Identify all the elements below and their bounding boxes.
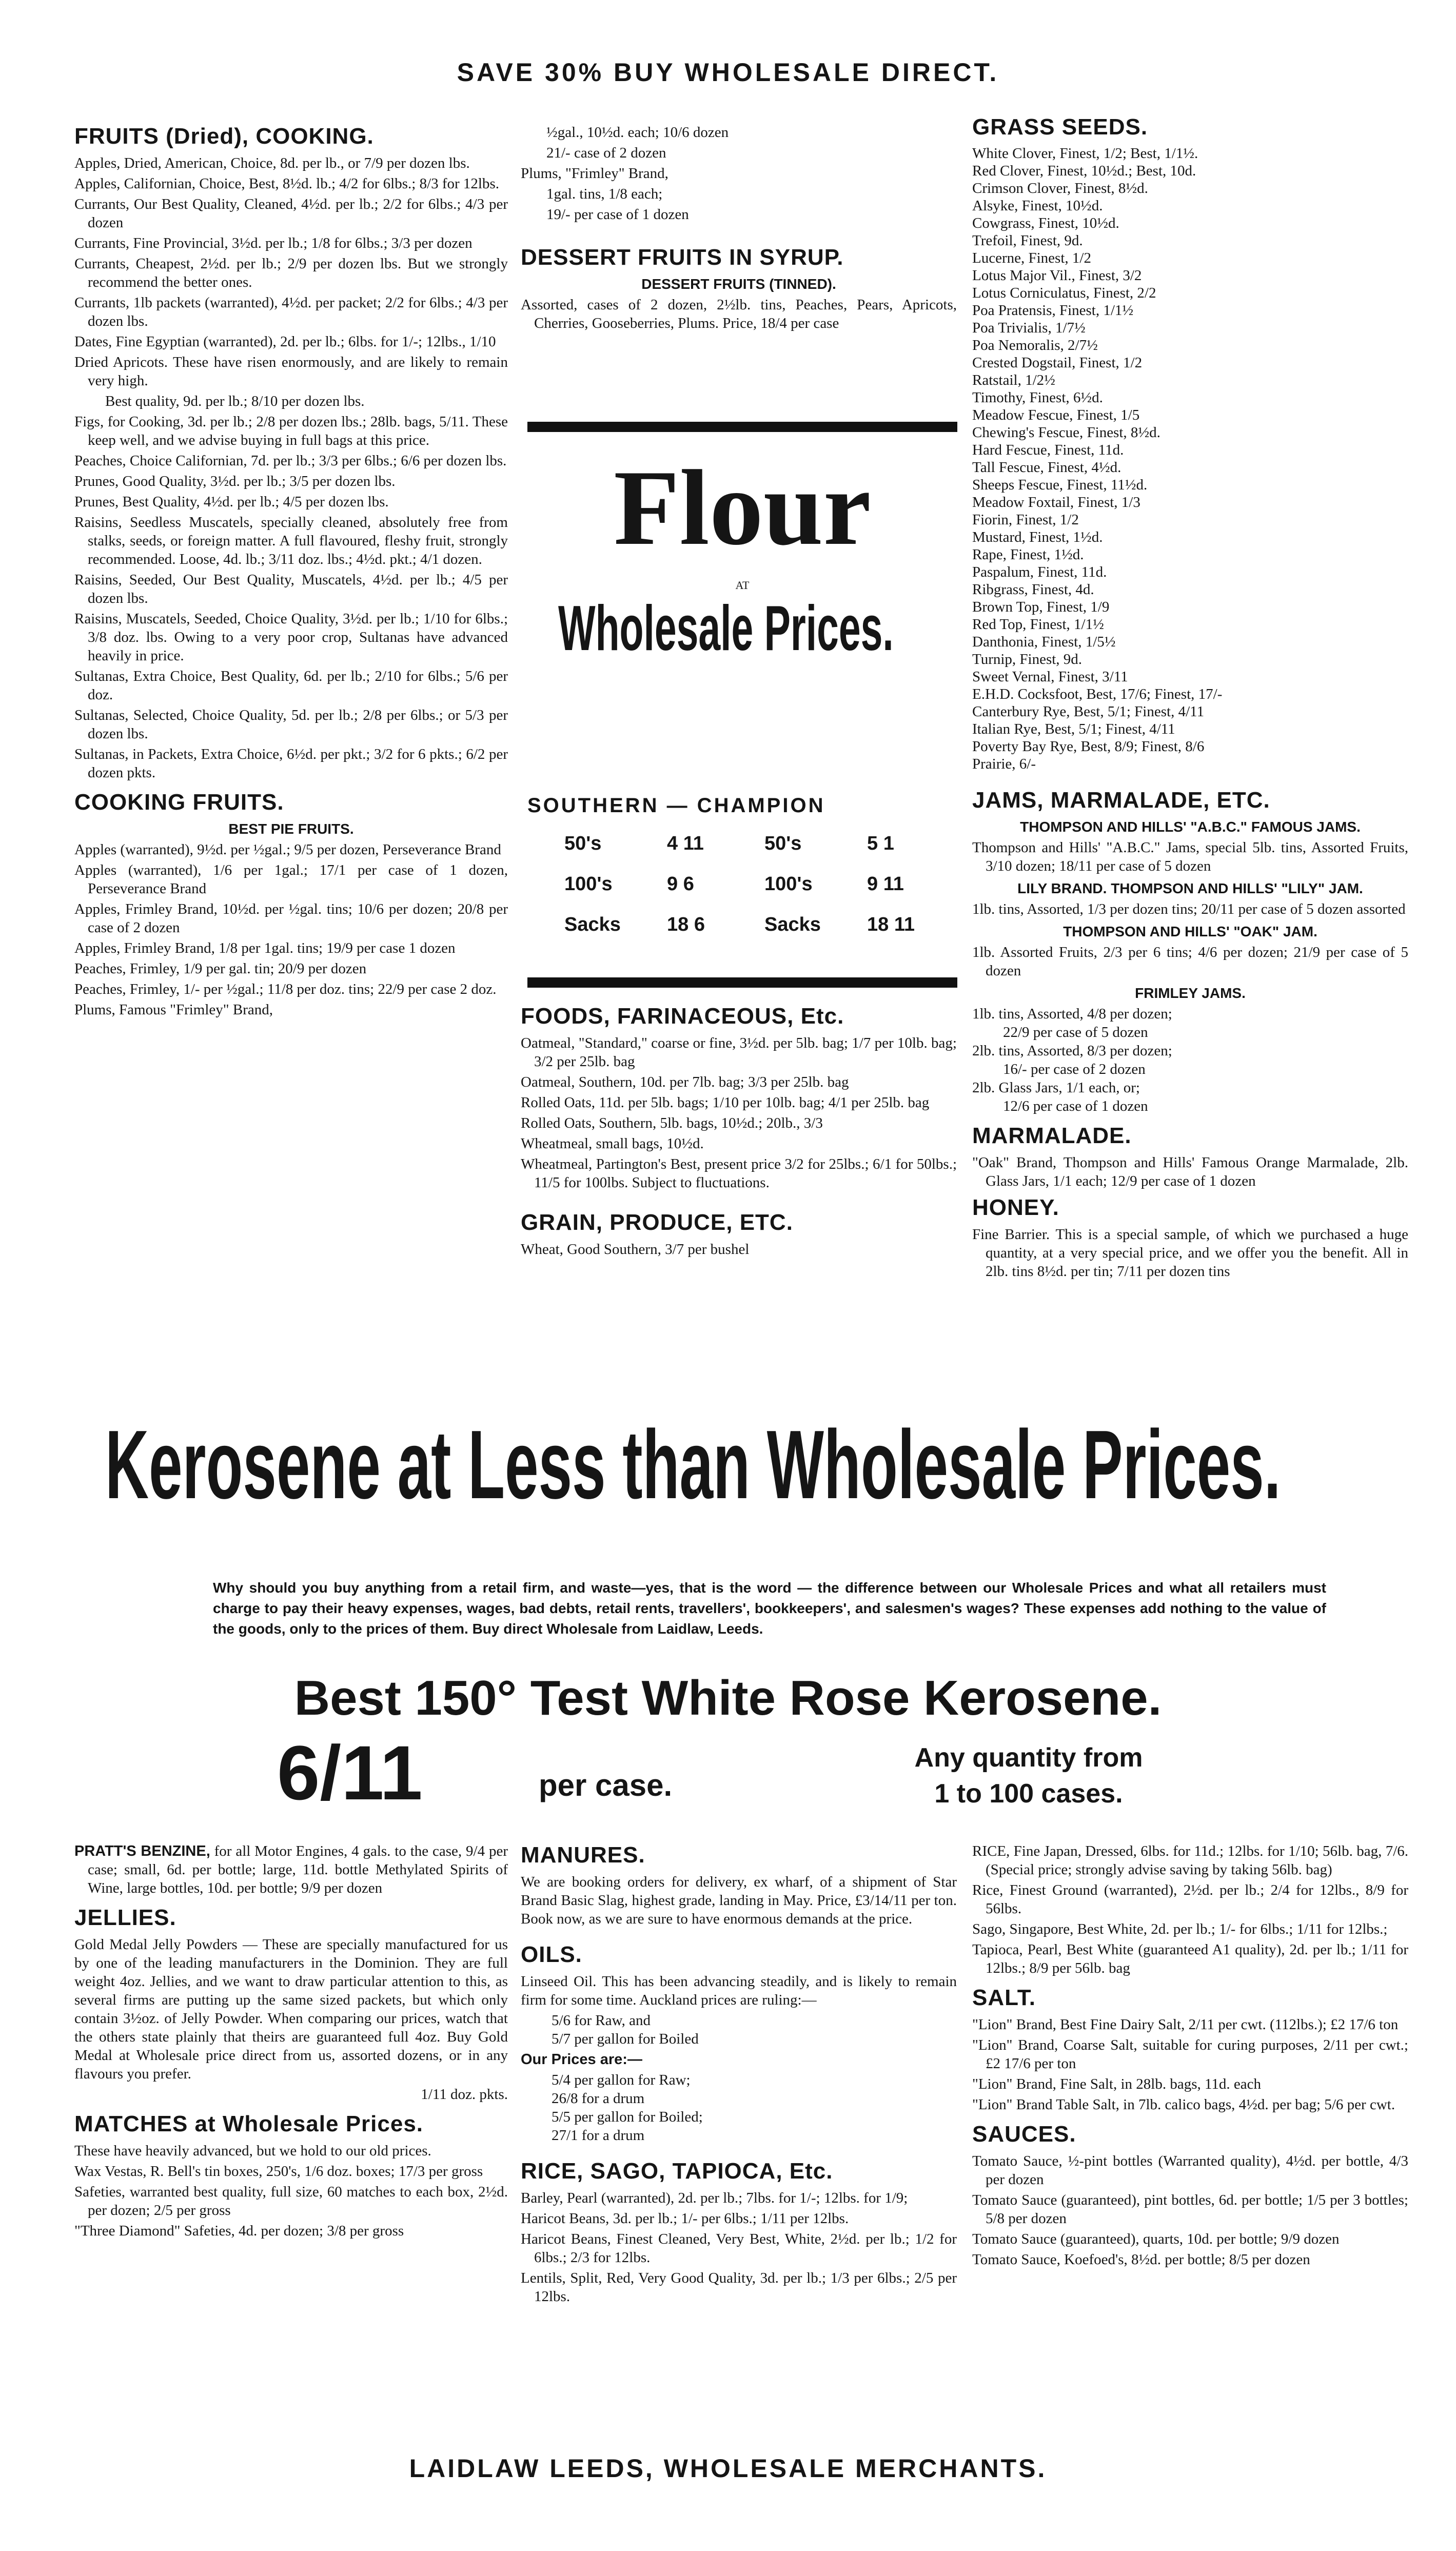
- section-title-oils: OILS.: [521, 1942, 582, 1967]
- section-title-grass: GRASS SEEDS.: [972, 114, 1148, 140]
- list-item: "Lion" Brand, Best Fine Dairy Salt, 2/11 per cwt. (112lbs.); £2 17/6 ton: [972, 2016, 1399, 2033]
- list-item: Fiorin, Finest, 1/2: [972, 512, 1079, 528]
- list-item: Poa Pratensis, Finest, 1/1½: [972, 302, 1134, 319]
- table-cell: Sacks: [764, 914, 821, 935]
- list-item: Apples, Frimley Brand, 1/8 per 1gal. tins; 19/9 per case 1 dozen: [74, 940, 456, 956]
- table-cell: 4 11: [667, 833, 704, 854]
- list-item: Mustard, Finest, 1½d.: [972, 529, 1103, 545]
- list-item: Alsyke, Finest, 10½d.: [972, 198, 1103, 214]
- list-item: Italian Rye, Best, 5/1; Finest, 4/11: [972, 721, 1175, 737]
- subsection-title: BEST PIE FRUITS.: [228, 821, 354, 837]
- list-item: Chewing's Fescue, Finest, 8½d.: [972, 424, 1160, 441]
- list-item: "Lion" Brand, Coarse Salt, suitable for curing purposes, 2/11 per cwt.; £2 17/6 per ton: [972, 2037, 1408, 2072]
- kerosene-intro: Why should you buy anything from a retail firm, and waste—yes, that is the word — the difference between our Wholesale Prices and what all retailers must charge to pay their heavy expenses, wages, bad debts, retail rents, travellers', bookkeepers', and salesmen's wages? These expenses add nothing to the value of the goods, only to the prices of them. Buy direct Wholesale from Laidlaw, Leeds.: [213, 1580, 1326, 1637]
- list-item: Haricot Beans, 3d. per lb.; 1/- per 6lbs.; 1/11 per 12lbs.: [521, 2210, 849, 2227]
- flour-top-rule: [527, 422, 957, 432]
- list-item: Sago, Singapore, Best White, 2d. per lb.; 1/- for 6lbs.; 1/11 for 12lbs.;: [972, 1921, 1388, 1937]
- list-item: Raisins, Seedless Muscatels, specially cleaned, absolutely free from stalks, seeds, or foreign matter. A full flavoured, fleshy fruit, strongly recommended. Loose, 4d. lb.; 3/11 doz. lbs.; 4½d. pkt.; 4/1 dozen.: [74, 514, 508, 567]
- list-item: Plums, Famous "Frimley" Brand,: [74, 1002, 273, 1018]
- list-item: Prairie, 6/-: [972, 756, 1036, 772]
- list-item: 2lb. Glass Jars, 1/1 each, or;: [972, 1080, 1140, 1096]
- section-title-sauces: SAUCES.: [972, 2122, 1076, 2147]
- list-item: Wheat, Good Southern, 3/7 per bushel: [521, 1241, 750, 1258]
- list-item: Apples, Dried, American, Choice, 8d. per lb., or 7/9 per dozen lbs.: [74, 155, 470, 171]
- list-item: Sultanas, Extra Choice, Best Quality, 6d. per lb.; 2/10 for 6lbs.; 5/6 per doz.: [74, 668, 508, 703]
- list-item: "Three Diamond" Safeties, 4d. per dozen; 3/8 per gross: [74, 2223, 404, 2239]
- list-item: Apples, Frimley Brand, 10½d. per ½gal. tins; 10/6 per dozen; 20/8 per case of 2 dozen: [74, 901, 508, 936]
- list-item: Apples (warranted), 1/6 per 1gal.; 17/1 per case of 1 dozen, Perseverance Brand: [74, 862, 508, 897]
- plums-continued: [521, 123, 957, 224]
- column-seeds: [972, 114, 1408, 1283]
- list-item: Currants, Our Best Quality, Cleaned, 4½d. per lb.; 2/2 for 6lbs.; 4/3 per dozen: [74, 196, 508, 231]
- list-item: Fine Barrier. This is a special sample, of which we purchased a huge quantity, at a very special price, and we offer you the benefit. All in 2lb. tins 8½d. per tin; 7/11 per dozen tins: [972, 1226, 1408, 1280]
- list-item: 1lb. Assorted Fruits, 2/3 per 6 tins; 4/6 per dozen; 21/9 per case of 5 dozen: [972, 944, 1408, 979]
- list-item: Lotus Major Vil., Finest, 3/2: [972, 267, 1142, 284]
- list-item: "Lion" Brand, Fine Salt, in 28lb. bags, 11d. each: [972, 2076, 1262, 2092]
- list-item: 21/- case of 2 dozen: [546, 145, 666, 161]
- list-item: Oatmeal, Southern, 10d. per 7lb. bag; 3/3 per 25lb. bag: [521, 1074, 849, 1090]
- list-item: Poverty Bay Rye, Best, 8/9; Finest, 8/6: [972, 738, 1205, 755]
- list-item: Tomato Sauce, ½-pint bottles (Warranted quality), 4½d. per bottle, 4/3 per dozen: [972, 2153, 1408, 2188]
- list-item: White Clover, Finest, 1/2; Best, 1/1½.: [972, 145, 1198, 162]
- list-item: Poa Nemoralis, 2/7½: [972, 337, 1098, 354]
- table-row: [564, 864, 954, 905]
- list-item: 1gal. tins, 1/8 each;: [546, 186, 663, 202]
- list-item: Danthonia, Finest, 1/5½: [972, 634, 1116, 650]
- list-item: Meadow Fescue, Finest, 1/5: [972, 407, 1140, 423]
- list-item: Tapioca, Pearl, Best White (guaranteed A1 quality), 2d. per lb.; 1/11 for 12lbs.; 8/9 per 56lb. bag: [972, 1941, 1408, 1976]
- list-item: Peaches, Frimley, 1/- per ½gal.; 11/8 per doz. tins; 22/9 per case 2 doz.: [74, 981, 497, 997]
- table-cell: 9 6: [667, 873, 694, 895]
- list-item: Apples, Californian, Choice, Best, 8½d. lb.; 4/2 for 6lbs.; 8/3 for 12lbs.: [74, 175, 500, 192]
- section-title-salt: SALT.: [972, 1985, 1036, 2010]
- list-item: Turnip, Finest, 9d.: [972, 651, 1083, 668]
- list-item: 5/6 for Raw, and: [552, 2012, 651, 2029]
- kerosene-per-case: per case.: [539, 1768, 673, 1802]
- list-item: Rice, Finest Ground (warranted), 2½d. per lb.; 2/4 for 12lbs., 8/9 for 56lbs.: [972, 1882, 1408, 1917]
- list-item: 12/6 per case of 1 dozen: [1003, 1098, 1148, 1114]
- flour-wholesale-wrap: [558, 593, 948, 664]
- flour-bottom-rule: [527, 977, 957, 988]
- list-item: 1lb. tins, Assorted, 4/8 per dozen;: [972, 1006, 1172, 1022]
- subsection-title: THOMPSON AND HILLS' "OAK" JAM.: [1063, 924, 1317, 939]
- list-item: Cowgrass, Finest, 10½d.: [972, 215, 1119, 231]
- list-item: Rape, Finest, 1½d.: [972, 546, 1084, 563]
- list-item: Rolled Oats, 11d. per 5lb. bags; 1/10 per 10lb. bag; 4/1 per 25lb. bag: [521, 1094, 930, 1111]
- list-item: ½gal., 10½d. each; 10/6 dozen: [546, 124, 729, 141]
- list-item: Tomato Sauce (guaranteed), pint bottles, 6d. per bottle; 1/5 per 3 bottles; 5/8 per dozen: [972, 2192, 1408, 2227]
- cooking-list: [74, 840, 508, 1019]
- section-title-honey: HONEY.: [972, 1195, 1059, 1220]
- section-title-fruits: FRUITS (Dried), COOKING.: [74, 124, 374, 149]
- section-title-jellies: JELLIES.: [74, 1905, 176, 1930]
- list-item: Plums, "Frimley" Brand,: [521, 165, 668, 182]
- page-header: SAVE 30% BUY WHOLESALE DIRECT.: [457, 58, 999, 87]
- list-item: Raisins, Seeded, Our Best Quality, Muscatels, 4½d. per lb.; 4/5 per dozen lbs.: [74, 572, 508, 606]
- table-cell: 100's: [764, 873, 813, 895]
- kerosene-best: Best 150° Test White Rose Kerosene.: [294, 1671, 1162, 1725]
- section-title-foods: FOODS, FARINACEOUS, Etc.: [521, 1004, 844, 1029]
- list-item: Tomato Sauce (guaranteed), quarts, 10d. per bottle; 9/9 dozen: [972, 2231, 1340, 2247]
- kerosene-price: 6/11: [277, 1730, 423, 1816]
- subsection-title: THOMPSON AND HILLS' "A.B.C." FAMOUS JAMS.: [1020, 819, 1361, 835]
- pratts-text: for all Motor Engines, 4 gals. to the case, 9/4 per case; small, 6d. per bottle; large, 11d. bottle Methylated Spirits of Wine, large bottles, 10d. per bottle; 9/9 per dozen: [88, 1843, 508, 1896]
- list-item: 27/1 for a drum: [552, 2127, 645, 2144]
- column-fruits: [74, 123, 508, 1021]
- list-item: Best quality, 9d. per lb.; 8/10 per dozen lbs.: [105, 393, 365, 409]
- list-item: Raisins, Muscatels, Seeded, Choice Quality, 3½d. per lb.; 1/10 for 6lbs.; 3/8 doz. lbs. Owing to a very poor crop, Sultanas have advanced heavily in price.: [74, 611, 508, 664]
- list-item: 5/4 per gallon for Raw;: [552, 2072, 691, 2088]
- flour-wholesale: Wholesale Prices.: [558, 593, 894, 664]
- list-item: 1lb. tins, Assorted, 1/3 per dozen tins; 20/11 per case of 5 dozen assorted: [972, 901, 1406, 917]
- list-item: Paspalum, Finest, 11d.: [972, 564, 1107, 580]
- subsection-title: DESSERT FRUITS (TINNED).: [641, 276, 836, 292]
- list-item: Tall Fescue, Finest, 4½d.: [972, 459, 1121, 476]
- list-item: Tomato Sauce, Koefoed's, 8½d. per bottle; 8/5 per dozen: [972, 2251, 1310, 2268]
- list-item: Dried Apricots. These have risen enormously, and are likely to remain very high.: [74, 354, 508, 389]
- table-cell: 100's: [564, 873, 613, 895]
- section-title-manures: MANURES.: [521, 1842, 645, 1868]
- table-row: [564, 905, 954, 945]
- list-item: 19/- per case of 1 dozen: [546, 206, 689, 223]
- kerosene-qty-2: 1 to 100 cases.: [934, 1779, 1123, 1809]
- pratts-title: PRATT'S BENZINE,: [74, 1843, 210, 1859]
- kerosene-qty-1: Any quantity from: [914, 1743, 1143, 1773]
- table-cell: 5 1: [867, 833, 894, 854]
- list-item: Crested Dogstail, Finest, 1/2: [972, 355, 1143, 371]
- list-item: These have heavily advanced, but we hold to our old prices.: [74, 2143, 431, 2159]
- kerosene-title-wrap: [105, 1410, 1357, 1519]
- list-item: Ribgrass, Finest, 4d.: [972, 581, 1094, 598]
- list-item: "Oak" Brand, Thompson and Hills' Famous Orange Marmalade, 2lb. Glass Jars, 1/1 each; 12/9 per case of 1 dozen: [972, 1154, 1408, 1189]
- list-item: Lentils, Split, Red, Very Good Quality, 3d. per lb.; 1/3 per 6lbs.; 2/5 per 12lbs.: [521, 2270, 957, 2305]
- list-item: Dates, Fine Egyptian (warranted), 2d. per lb.; 6lbs. for 1/-; 12lbs., 1/10: [74, 333, 496, 350]
- section-title-cooking: COOKING FRUITS.: [74, 790, 284, 815]
- flour-at: AT: [735, 579, 750, 592]
- list-item: "Lion" Brand Table Salt, in 7lb. calico bags, 4½d. per bag; 5/6 per cwt.: [972, 2096, 1395, 2113]
- list-item: Peaches, Frimley, 1/9 per gal. tin; 20/9 per dozen: [74, 960, 367, 977]
- table-cell: 50's: [564, 833, 602, 854]
- section-title-marmalade: MARMALADE.: [972, 1123, 1132, 1148]
- flour-brand: SOUTHERN — CHAMPION: [527, 794, 825, 817]
- jellies-price: 1/11 doz. pkts.: [421, 2086, 508, 2103]
- subsection-title: LILY BRAND. THOMPSON AND HILLS' "LILY" JAM.: [1017, 880, 1363, 896]
- list-item: Currants, 1lb packets (warranted), 4½d. per packet; 2/2 for 6lbs.; 4/3 per dozen lbs.: [74, 295, 508, 329]
- pratts-block: [74, 1842, 508, 1897]
- fruits-list: [74, 154, 508, 782]
- list-item: Canterbury Rye, Best, 5/1; Finest, 4/11: [972, 703, 1205, 720]
- list-item: Poa Trivialis, 1/7½: [972, 320, 1086, 336]
- list-item: Barley, Pearl (warranted), 2d. per lb.; 7lbs. for 1/-; 12lbs. for 1/9;: [521, 2190, 908, 2206]
- list-item: Peaches, Choice Californian, 7d. per lb.; 3/3 per 6lbs.; 6/6 per dozen lbs.: [74, 453, 507, 469]
- column-benzine: [74, 1842, 508, 2242]
- jellies-text: Gold Medal Jelly Powders — These are specially manufactured for us by one of the leading manufacturers in the Dominion. They are full weight 4oz. Jellies, and we want to draw particular attention to this, as several firms are putting up the same sized packets, but which only contain 3½oz. of Jelly Powder. When comparing our prices, watch that the others state plainly that theirs are guaranteed full 4oz. Buy Gold Medal at Wholesale price direct from us, assorted dozens, or in any flavours you prefer.: [74, 1936, 508, 2082]
- list-item: Sultanas, in Packets, Extra Choice, 6½d. per pkt.; 3/2 for 6 pkts.; 6/2 per dozen pkts.: [74, 746, 508, 781]
- section-title-matches: MATCHES at Wholesale Prices.: [74, 2111, 424, 2136]
- list-item: RICE, Fine Japan, Dressed, 6lbs. for 11d.; 12lbs. for 1/10; 56lb. bag, 7/6. (Special price; strongly advise saving by taking 56lb. bag): [972, 1843, 1408, 1878]
- list-item: Haricot Beans, Finest Cleaned, Very Best, White, 2½d. per lb.; 1/2 for 6lbs.; 2/3 for 12lbs.: [521, 2231, 957, 2266]
- flour-title: Flour: [614, 448, 871, 567]
- list-item: Wax Vestas, R. Bell's tin boxes, 250's, 1/6 doz. boxes; 17/3 per gross: [74, 2163, 483, 2180]
- list-item: Meadow Foxtail, Finest, 1/3: [972, 494, 1140, 511]
- list-item: Prunes, Good Quality, 3½d. per lb.; 3/5 per dozen lbs.: [74, 473, 396, 489]
- list-item: Lotus Corniculatus, Finest, 2/2: [972, 285, 1156, 301]
- subsection-title: FRIMLEY JAMS.: [1135, 985, 1246, 1001]
- list-item: 22/9 per case of 5 dozen: [1003, 1024, 1148, 1041]
- oils-text: Linseed Oil. This has been advancing steadily, and is likely to remain firm for some time. Auckland prices are ruling:—: [521, 1973, 957, 2008]
- section-title-dessert: DESSERT FRUITS IN SYRUP.: [521, 245, 844, 270]
- list-item: Brown Top, Finest, 1/9: [972, 599, 1110, 615]
- section-title-rice: RICE, SAGO, TAPIOCA, Etc.: [521, 2158, 833, 2184]
- list-item: Safeties, warranted best quality, full size, 60 matches to each box, 2½d. per dozen; 2/5 per gross: [74, 2184, 508, 2219]
- section-title-grain: GRAIN, PRODUCE, ETC.: [521, 1210, 793, 1235]
- list-item: Prunes, Best Quality, 4½d. per lb.; 4/5 per dozen lbs.: [74, 494, 389, 510]
- list-item: Trefoil, Finest, 9d.: [972, 232, 1083, 249]
- list-item: Ratstail, 1/2½: [972, 372, 1055, 388]
- list-item: Lucerne, Finest, 1/2: [972, 250, 1091, 266]
- list-item: 5/5 per gallon for Boiled;: [552, 2109, 703, 2125]
- list-item: Red Clover, Finest, 10½d.; Best, 10d.: [972, 163, 1196, 179]
- list-item: Wheatmeal, small bags, 10½d.: [521, 1135, 704, 1152]
- page-footer: LAIDLAW LEEDS, WHOLESALE MERCHANTS.: [409, 2454, 1047, 2483]
- list-item: Currants, Fine Provincial, 3½d. per lb.; 1/8 for 6lbs.; 3/3 per dozen: [74, 235, 473, 251]
- kerosene-title: Kerosene at Less than Wholesale Prices.: [105, 1410, 1281, 1519]
- dessert-text: Assorted, cases of 2 dozen, 2½lb. tins, Peaches, Pears, Apricots, Cherries, Gooseberries, Plums. Price, 18/4 per case: [521, 297, 957, 331]
- list-item: Hard Fescue, Finest, 11d.: [972, 442, 1124, 458]
- list-item: Wheatmeal, Partington's Best, present price 3/2 for 25lbs.; 6/1 for 50lbs.; 11/5 for 100lbs. Subject to fluctuations.: [521, 1156, 957, 1191]
- table-cell: 9 11: [867, 873, 904, 895]
- list-item: 16/- per case of 2 dozen: [1003, 1061, 1146, 1077]
- our-prices: Our Prices are:—: [521, 2051, 642, 2068]
- table-cell: 18 11: [867, 914, 915, 935]
- table-cell: Sacks: [564, 914, 621, 935]
- table-cell: 50's: [764, 833, 802, 854]
- column-foods: [521, 1003, 957, 1261]
- list-item: Apples (warranted), 9½d. per ½gal.; 9/5 per dozen, Perseverance Brand: [74, 841, 501, 858]
- list-item: Oatmeal, "Standard," coarse or fine, 3½d. per 5lb. bag; 1/7 per 10lb. bag; 3/2 per 25lb. bag: [521, 1035, 957, 1070]
- list-item: Sweet Vernal, Finest, 3/11: [972, 669, 1128, 685]
- column-manures: [521, 1842, 957, 2308]
- list-item: Red Top, Finest, 1/1½: [972, 616, 1104, 633]
- list-item: Rolled Oats, Southern, 5lb. bags, 10½d.; 20lb., 3/3: [521, 1115, 823, 1131]
- table-row: [564, 823, 954, 864]
- table-cell: 18 6: [667, 914, 705, 935]
- list-item: Timothy, Finest, 6½d.: [972, 389, 1103, 406]
- column-flour: [521, 123, 957, 335]
- list-item: E.H.D. Cocksfoot, Best, 17/6; Finest, 17/-: [972, 686, 1223, 702]
- section-title-jams: JAMS, MARMALADE, ETC.: [972, 788, 1270, 813]
- grass-list: [972, 145, 1408, 773]
- list-item: Sheeps Fescue, Finest, 11½d.: [972, 477, 1148, 493]
- list-item: 5/7 per gallon for Boiled: [552, 2031, 699, 2047]
- list-item: 26/8 for a drum: [552, 2090, 645, 2107]
- column-salt: [972, 1842, 1408, 2271]
- list-item: Currants, Cheapest, 2½d. per lb.; 2/9 per dozen lbs. But we strongly recommend the better ones.: [74, 256, 508, 290]
- manures-text: We are booking orders for delivery, ex wharf, of a shipment of Star Brand Basic Slag, highest grade, landing in May. Price, £3/14/11 per ton. Book now, as we are sure to have enormous demands at the price.: [521, 1874, 957, 1927]
- list-item: Sultanas, Selected, Choice Quality, 5d. per lb.; 2/8 per 6lbs.; or 5/3 per dozen lbs.: [74, 707, 508, 742]
- list-item: Crimson Clover, Finest, 8½d.: [972, 180, 1148, 197]
- list-item: 2lb. tins, Assorted, 8/3 per dozen;: [972, 1043, 1172, 1059]
- flour-price-table: [564, 823, 954, 945]
- list-item: Figs, for Cooking, 3d. per lb.; 2/8 per dozen lbs.; 28lb. bags, 5/11. These keep well, and we advise buying in full bags at this price.: [74, 414, 508, 448]
- list-item: Thompson and Hills' "A.B.C." Jams, special 5lb. tins, Assorted Fruits, 3/10 dozen; 18/11 per case of 5 dozen: [972, 839, 1408, 874]
